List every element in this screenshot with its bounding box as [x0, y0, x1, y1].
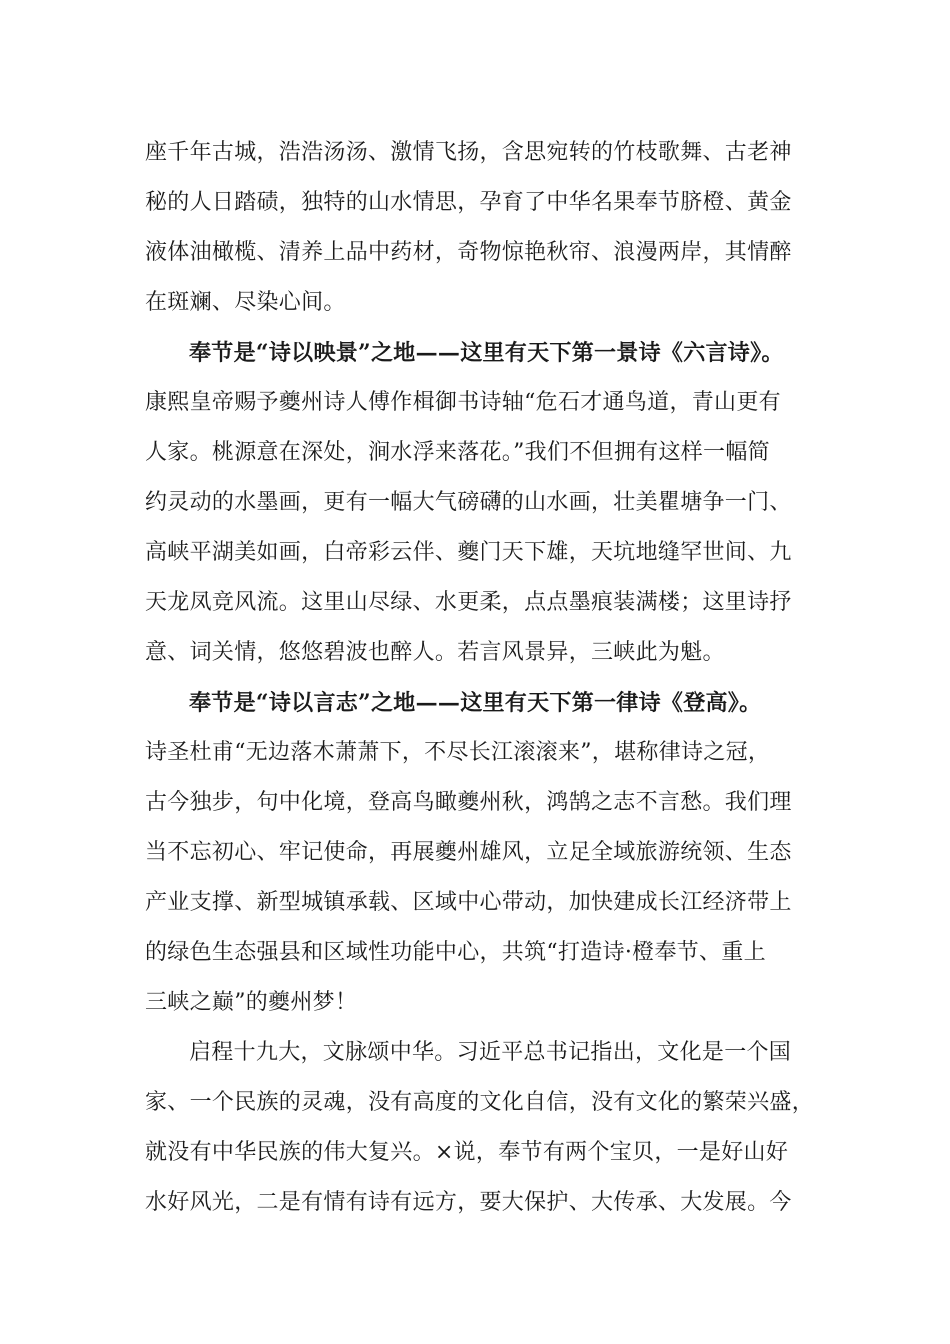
- text-line: 约灵动的水墨画，更有一幅大气磅礴的山水画，壮美瞿塘争一门、: [145, 490, 792, 515]
- paragraph-1: [145, 131, 815, 331]
- text-line: 当不忘初心、牢记使命，再展夔州雄风，立足全域旅游统领、生态: [145, 840, 792, 865]
- text-line: 人家。桃源意在深处，涧水浮来落花。”我们不但拥有这样一幅简: [145, 440, 770, 465]
- text-line: 康熙皇帝赐予夔州诗人傅作楫御书诗轴“危石才通鸟道，青山更有: [145, 390, 781, 415]
- text-line: 诗圣杜甫“无边落木萧萧下，不尽长江滚滚来”，堪称律诗之冠，: [145, 740, 771, 765]
- text-line: 的绿色生态强县和区域性功能中心，共筑“打造诗·橙奉节、重上: [145, 940, 766, 965]
- text-line: 产业支撑、新型城镇承载、区域中心带动，加快建成长江经济带上: [145, 890, 792, 915]
- document-body: [145, 131, 815, 1231]
- text-line: 家、一个民族的灵魂，没有高度的文化自信，没有文化的繁荣兴盛，: [145, 1090, 815, 1115]
- text-line: 液体油橄榄、清养上品中药材，奇物惊艳秋帘、浪漫两岸，其情醉: [145, 240, 792, 265]
- text-line: 高峡平湖美如画，白帝彩云伴、夔门天下雄，天坑地缝罕世间、九: [145, 540, 792, 565]
- text-line: 启程十九大，文脉颂中华。习近平总书记指出，文化是一个国: [189, 1040, 792, 1065]
- text-line: 秘的人日踏碛，独特的山水情思，孕育了中华名果奉节脐橙、黄金: [145, 190, 792, 215]
- text-line: 天龙凤竞风流。这里山尽绿、水更柔，点点墨痕装满楼；这里诗抒: [145, 590, 792, 615]
- text-line: 三峡之巅”的夔州梦！: [145, 990, 358, 1015]
- paragraph-heading: 奉节是“诗以言志”之地——这里有天下第一律诗《登高》。: [189, 690, 762, 716]
- text-line: 古今独步，句中化境，登高鸟瞰夔州秋，鸿鹄之志不言愁。我们理: [145, 790, 792, 815]
- paragraph-heading: 奉节是“诗以映景”之地——这里有天下第一景诗《六言诗》。: [189, 340, 784, 366]
- paragraph-4: [145, 1031, 815, 1231]
- text-line: 水好风光，二是有情有诗有远方，要大保护、大传承、大发展。今: [145, 1190, 792, 1215]
- paragraph-2: [145, 331, 815, 681]
- paragraph-3: [145, 681, 815, 1031]
- text-line: 意、词关情，悠悠碧波也醉人。若言风景异，三峡此为魁。: [145, 640, 725, 665]
- text-line: 座千年古城，浩浩汤汤、激情飞扬，含思宛转的竹枝歌舞、古老神: [145, 140, 792, 165]
- text-line: 在斑斓、尽染心间。: [145, 290, 346, 315]
- text-line: 就没有中华民族的伟大复兴。×说，奉节有两个宝贝，一是好山好: [145, 1140, 789, 1165]
